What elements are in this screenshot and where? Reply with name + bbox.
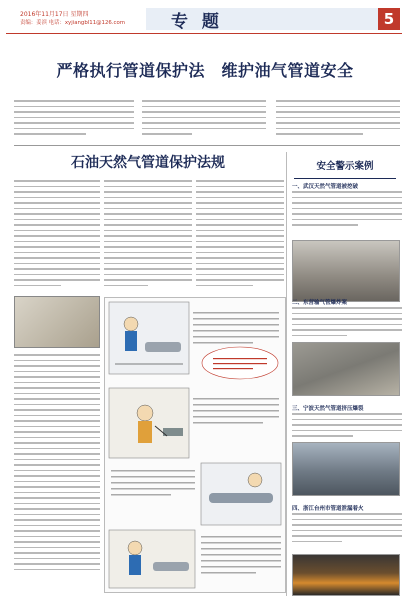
case-photo — [292, 442, 400, 496]
body-column-left — [14, 180, 100, 596]
lead-text — [14, 100, 400, 140]
body-column-mid — [104, 180, 192, 292]
illustration-panel — [104, 297, 286, 593]
case-title: 四、浙江台州市管道泄漏着火 — [292, 506, 364, 512]
case-text — [292, 191, 402, 230]
body-column-right — [196, 180, 284, 292]
editor-line: 责编：姜滨 电话：xyjiangbl11@126.com — [20, 20, 126, 26]
issue-date: 2016年11月17日 星期四 — [20, 11, 89, 18]
case-photo — [292, 554, 400, 596]
case-title: 三、宁波天然气管道挤压爆裂 — [292, 406, 364, 412]
photo-left — [14, 296, 100, 348]
page-number: 5 — [378, 8, 400, 30]
main-headline: 严格执行管道保护法 维护油气管道安全 — [56, 61, 354, 80]
section-title: 专 题 — [171, 12, 223, 32]
case-photo — [292, 240, 400, 302]
sidebar-title: 安全警示案例 — [316, 161, 374, 172]
case-text — [292, 307, 402, 340]
case-photo — [292, 342, 400, 396]
case-title: 二、东营输气管爆炸案 — [292, 300, 348, 306]
comic-illustration — [105, 298, 285, 592]
case-text — [292, 513, 402, 546]
lead-column — [276, 100, 400, 140]
sidebar-title-rule — [294, 178, 396, 179]
lead-column — [142, 100, 266, 140]
section-divider — [14, 145, 400, 146]
lead-column — [14, 100, 134, 140]
case-text — [292, 413, 402, 441]
column-divider — [286, 152, 287, 596]
header-divider — [6, 33, 402, 34]
safety-case-sidebar — [288, 158, 402, 598]
case-title: 一、武汉天然气管道被挖破 — [292, 184, 359, 190]
page-header — [6, 6, 402, 36]
sub-headline: 石油天然气管道保护法规 — [71, 155, 225, 171]
